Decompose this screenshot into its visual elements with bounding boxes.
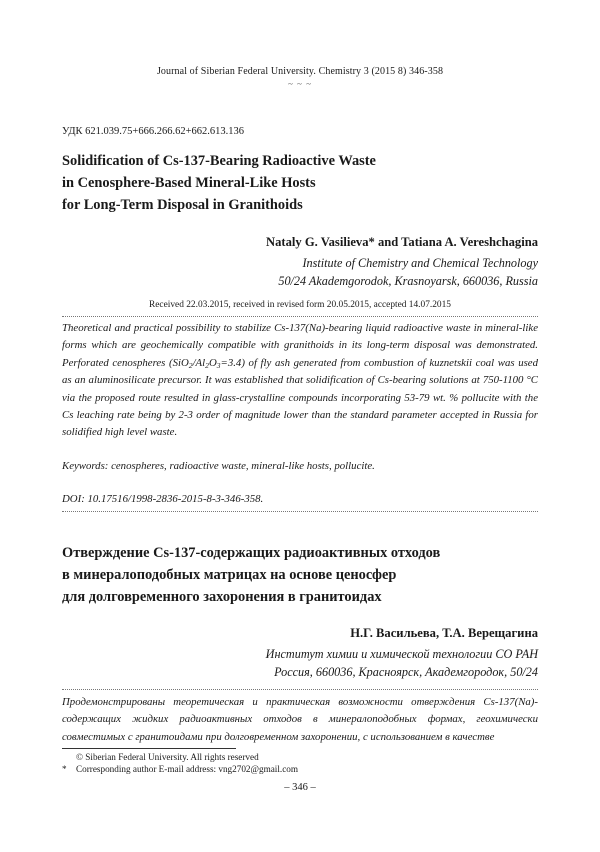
abstract-russian: Продемонстрированы теоретическая и практическая возможности отверждения Cs-137(Na)-содержащих жидких радиоактивных отходов в минералоподобных формах, геохимически совместимых с гранитоидами при долговременном захоронении, с использованием в качестве	[62, 696, 538, 743]
header-ornament: ~ ~ ~	[287, 79, 313, 89]
subscript: 2	[205, 360, 209, 370]
abstract-text: Theoretical and practical possibility to stabilize Cs-137(Na)-bearing liquid radioactive waste in mineral-like forms which are geochemically compatible with granithoids in its long-term disposal was demonstrated. Perforated cenospheres (SiO	[62, 322, 538, 369]
affiliation-line: 50/24 Akademgorodok, Krasnoyarsk, 660036, Russia	[278, 274, 538, 288]
footnote-divider	[62, 748, 236, 749]
title-english	[62, 150, 542, 216]
footnotes	[62, 751, 298, 776]
subscript: 3	[216, 360, 221, 370]
footnote-mark	[62, 751, 76, 763]
affiliation-line: Россия, 660036, Красноярск, Академгородок, 50/24	[274, 665, 538, 679]
abstract-text: O	[208, 356, 217, 369]
footnote-mark: *	[62, 764, 67, 775]
authors-russian: Н.Г. Васильева, Т.А. Верещагина	[350, 626, 538, 640]
udk-code: УДК 621.039.75+666.266.62+662.613.136	[62, 126, 245, 137]
dotted-divider	[62, 689, 538, 690]
affiliation-line: Institute of Chemistry and Chemical Technology	[302, 256, 538, 270]
affiliation-english	[278, 254, 538, 290]
journal-header: Journal of Siberian Federal University. Chemistry 3 (2015 8) 346-358	[156, 66, 444, 77]
affiliation-line: Институт химии и химической технологии СО РАН	[265, 647, 538, 661]
abstract-text: =3.4) of fly ash generated from combustion of kuznetskii coal was used as an aluminosilicate precursor. It was established that solidification of Cs-bearing solutions at 750-1100 °C via the proposed route resulted in glass-crystalline compounds incorporating 53-79 wt. % pollucite with the Cs leaching rate being by 2-3 order of magnitude lower than the standard parameter accepted in Russia for solidified high level waste.	[62, 356, 538, 439]
footnote-corresponding-author	[62, 763, 298, 775]
title-line: Solidification of Cs-137-Bearing Radioactive Waste	[62, 153, 376, 169]
doi: DOI: 10.17516/1998-2836-2015-8-3-346-358.	[62, 493, 264, 505]
abstract-english	[62, 320, 538, 442]
title-line: в минералоподобных матрицах на основе ценосфер	[62, 567, 397, 583]
authors-english: Nataly G. Vasilieva* and Tatiana A. Vereshchagina	[266, 235, 538, 249]
title-line: Отверждение Cs-137-содержащих радиоактивных отходов	[62, 545, 441, 561]
dotted-divider	[62, 511, 538, 512]
subscript: 2	[188, 360, 193, 370]
dotted-divider	[62, 316, 538, 317]
received-dates: Received 22.03.2015, received in revised form 20.05.2015, accepted 14.07.2015	[149, 300, 451, 310]
title-line: для долговременного захоронения в гранитоидах	[62, 589, 382, 605]
abstract-text: /Al	[192, 356, 206, 369]
title-russian	[62, 542, 542, 608]
keywords-english: Keywords: cenospheres, radioactive waste, mineral-like hosts, pollucite.	[62, 460, 375, 472]
page-number: – 346 –	[284, 782, 316, 793]
title-line: for Long-Term Disposal in Granithoids	[62, 197, 303, 213]
footnote-text: © Siberian Federal University. All rights reserved	[76, 752, 259, 762]
affiliation-russian	[266, 645, 538, 681]
footnote-text: Corresponding author E-mail address: vng2702@gmail.com	[76, 764, 299, 775]
title-line: in Cenosphere-Based Mineral-Like Hosts	[62, 175, 316, 191]
footnote-copyright	[62, 751, 298, 763]
